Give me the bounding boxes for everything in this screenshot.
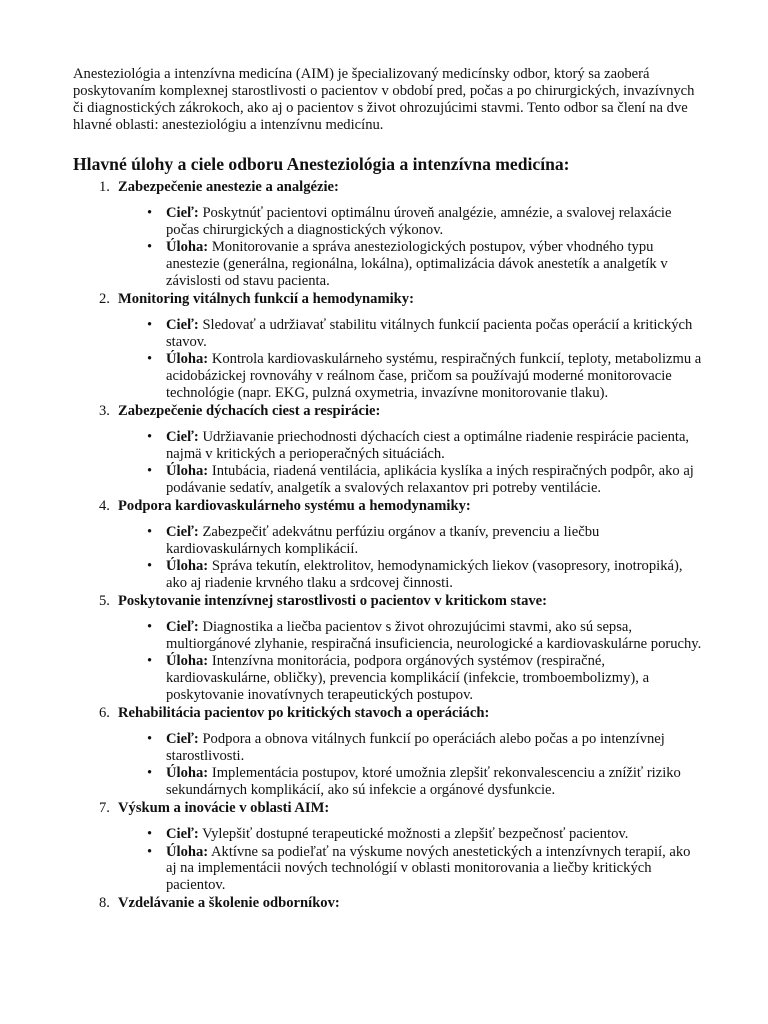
goal-bullet xyxy=(73,205,703,239)
task-bullets xyxy=(73,205,703,290)
bullet-icon: • xyxy=(147,826,153,843)
task-number: 3. xyxy=(99,402,110,419)
task-title xyxy=(73,593,703,610)
goal-bullet xyxy=(73,826,703,843)
bullet-icon: • xyxy=(147,843,153,860)
task-title-text: Poskytovanie intenzívnej starostlivosti o pacientov v kritickom stave: xyxy=(118,592,547,609)
goal-label: Cieľ: xyxy=(166,523,199,540)
task-item-5 xyxy=(73,593,703,704)
task-bullets xyxy=(73,429,703,497)
bullet-icon: • xyxy=(147,350,153,367)
goal-text: Diagnostika a liečba pacientov s život ohrozujúcimi stavmi, ako sú sepsa, multiorgánové zlyhanie, respiračná insuficiencia, neurologické a kardiovaskulárne poruchy. xyxy=(166,618,702,652)
bullet-icon: • xyxy=(147,558,153,575)
task-title-text: Zabezpečenie anestezie a analgézie: xyxy=(118,178,339,195)
goal-text: Sledovať a udržiavať stabilitu vitálnych funkcií pacienta počas operácií a kritických stavov. xyxy=(166,316,693,350)
task-title xyxy=(73,800,703,817)
goal-label: Cieľ: xyxy=(166,618,199,635)
task-text: Monitorovanie a správa anesteziologických postupov, výber vhodného typu anestezie (generálna, regionálna, lokálna), optimalizácia dávok anestetík a analgetík v závislosti od stavu pacienta. xyxy=(166,238,668,289)
intro-paragraph: Anesteziológia a intenzívna medicína (AIM) je špecializovaný medicínsky odbor, ktorý sa zaoberá poskytovaním komplexnej starostlivosti o pacientov v období pred, počas a po chirurgických, invazívnych či diagnostických zákrokoch, ako aj o pacientov s život ohrozujúcimi stavmi. Tento odbor sa člení na dve hlavné oblasti: anesteziológiu a intenzívnu medicínu. xyxy=(73,66,695,133)
task-bullet xyxy=(73,844,703,895)
bullet-icon: • xyxy=(147,463,153,479)
task-bullets xyxy=(73,731,703,799)
task-text: Intubácia, riadená ventilácia, aplikácia kyslíka a iných respiračných podpôr, ako aj podávanie sedatív, analgetík a svalových relaxantov pri potreby ventilácie. xyxy=(166,463,694,496)
tasks-list xyxy=(73,179,703,913)
goal-text: Podpora a obnova vitálnych funkcií po operáciách alebo počas a po intenzívnej starostlivosti. xyxy=(166,730,665,764)
task-item-8 xyxy=(73,895,703,912)
section-heading: Hlavné úlohy a ciele odboru Anesteziológia a intenzívna medicína: xyxy=(73,153,570,174)
task-label: Úloha: xyxy=(166,350,209,367)
bullet-icon: • xyxy=(147,523,153,540)
task-bullets xyxy=(73,619,703,704)
bullet-icon: • xyxy=(147,238,153,255)
bullet-icon: • xyxy=(147,204,153,221)
task-title xyxy=(73,498,703,515)
bullet-icon: • xyxy=(147,765,153,782)
task-title-text: Vzdelávanie a školenie odborníkov: xyxy=(118,895,340,912)
task-item-4 xyxy=(73,498,703,592)
task-item-3 xyxy=(73,403,703,497)
goal-text: Vylepšiť dostupné terapeutické možnosti a zlepšiť bezpečnosť pacientov. xyxy=(202,826,629,843)
task-bullets xyxy=(73,317,703,402)
task-label: Úloha: xyxy=(166,558,209,575)
goal-bullet xyxy=(73,619,703,653)
goal-text: Poskytnúť pacientovi optimálnu úroveň analgézie, amnézie, a svalovej relaxácie počas chirurgických a diagnostických výkonov. xyxy=(166,204,672,238)
task-label: Úloha: xyxy=(166,765,209,782)
goal-bullet xyxy=(73,429,703,463)
task-title xyxy=(73,403,703,420)
goal-label: Cieľ: xyxy=(166,730,199,747)
task-title xyxy=(73,291,703,308)
task-text: Implementácia postupov, ktoré umožnia zlepšiť rekonvalescenciu a znížiť riziko sekundárnych komplikácií, ako sú infekcie a orgánové dysfunkcie. xyxy=(166,765,681,799)
task-item-1 xyxy=(73,179,703,290)
bullet-icon: • xyxy=(147,653,153,670)
task-bullet xyxy=(73,351,703,402)
task-title-text: Rehabilitácia pacientov po kritických stavoch a operáciách: xyxy=(118,704,490,721)
task-text: Aktívne sa podieľať na výskume nových anestetických a intenzívnych terapií, ako aj na implementácii nových technológií v oblasti monitorovania a liečby kritických pacientov. xyxy=(166,843,691,894)
task-text: Správa tekutín, elektrolitov, hemodynamických liekov (vasopresory, inotropiká), ako aj riadenie krvného tlaku a srdcovej činnosti. xyxy=(166,558,683,592)
bullet-icon: • xyxy=(147,428,153,445)
task-number: 1. xyxy=(99,178,110,195)
goal-text: Zabezpečiť adekvátnu perfúziu orgánov a tkanív, prevenciu a liečbu kardiovaskulárnych komplikácií. xyxy=(166,523,600,557)
goal-bullet xyxy=(73,731,703,765)
task-bullet xyxy=(73,239,703,290)
task-number: 6. xyxy=(99,704,110,721)
task-title-text: Monitoring vitálnych funkcií a hemodynamiky: xyxy=(118,290,414,307)
task-number: 2. xyxy=(99,290,110,307)
task-title-text: Podpora kardiovaskulárneho systému a hemodynamiky: xyxy=(118,497,471,514)
goal-label: Cieľ: xyxy=(166,316,199,333)
goal-text: Udržiavanie priechodnosti dýchacích ciest a optimálne riadenie respirácie pacienta, najmä v kritických a perioperačných situáciách. xyxy=(166,428,690,462)
task-number: 4. xyxy=(99,497,110,514)
task-title-text: Zabezpečenie dýchacích ciest a respirácie: xyxy=(118,402,381,419)
task-text: Kontrola kardiovaskulárneho systému, respiračných funkcií, teploty, metabolizmu a acidobázickej rovnováhy v reálnom čase, pričom sa používajú moderné monitorovacie technológie (napr. EKG, pulzná oxymetria, invazívne monitorovanie tlaku). xyxy=(166,350,702,401)
task-label: Úloha: xyxy=(166,238,209,255)
task-item-6 xyxy=(73,705,703,799)
task-label: Úloha: xyxy=(166,843,209,860)
task-title xyxy=(73,705,703,722)
task-title xyxy=(73,895,703,912)
task-bullet xyxy=(73,653,703,704)
document-page xyxy=(73,66,703,912)
goal-bullet xyxy=(73,317,703,351)
task-label: Úloha: xyxy=(166,653,209,670)
goal-label: Cieľ: xyxy=(166,826,199,843)
goal-label: Cieľ: xyxy=(166,204,199,221)
task-bullet xyxy=(73,765,703,799)
goal-bullet xyxy=(73,524,703,558)
task-item-2 xyxy=(73,291,703,402)
task-title-text: Výskum a inovácie v oblasti AIM: xyxy=(118,800,330,817)
task-bullet xyxy=(73,463,703,497)
task-bullets xyxy=(73,826,703,894)
bullet-icon: • xyxy=(147,730,153,747)
goal-label: Cieľ: xyxy=(166,428,199,445)
task-number: 7. xyxy=(99,800,110,817)
task-label: Úloha: xyxy=(166,463,209,479)
task-bullets xyxy=(73,524,703,592)
bullet-icon: • xyxy=(147,316,153,333)
task-item-7 xyxy=(73,800,703,894)
task-number: 5. xyxy=(99,592,110,609)
bullet-icon: • xyxy=(147,618,153,635)
task-text: Intenzívna monitorácia, podpora orgánových systémov (respiračné, kardiovaskulárne, obličky), prevencia komplikácií (infekcie, tromboembolizmy), a poskytovanie inovatívnych terapeutických postupov. xyxy=(166,653,650,704)
task-title xyxy=(73,179,703,196)
task-bullet xyxy=(73,558,703,592)
task-number: 8. xyxy=(99,895,110,912)
